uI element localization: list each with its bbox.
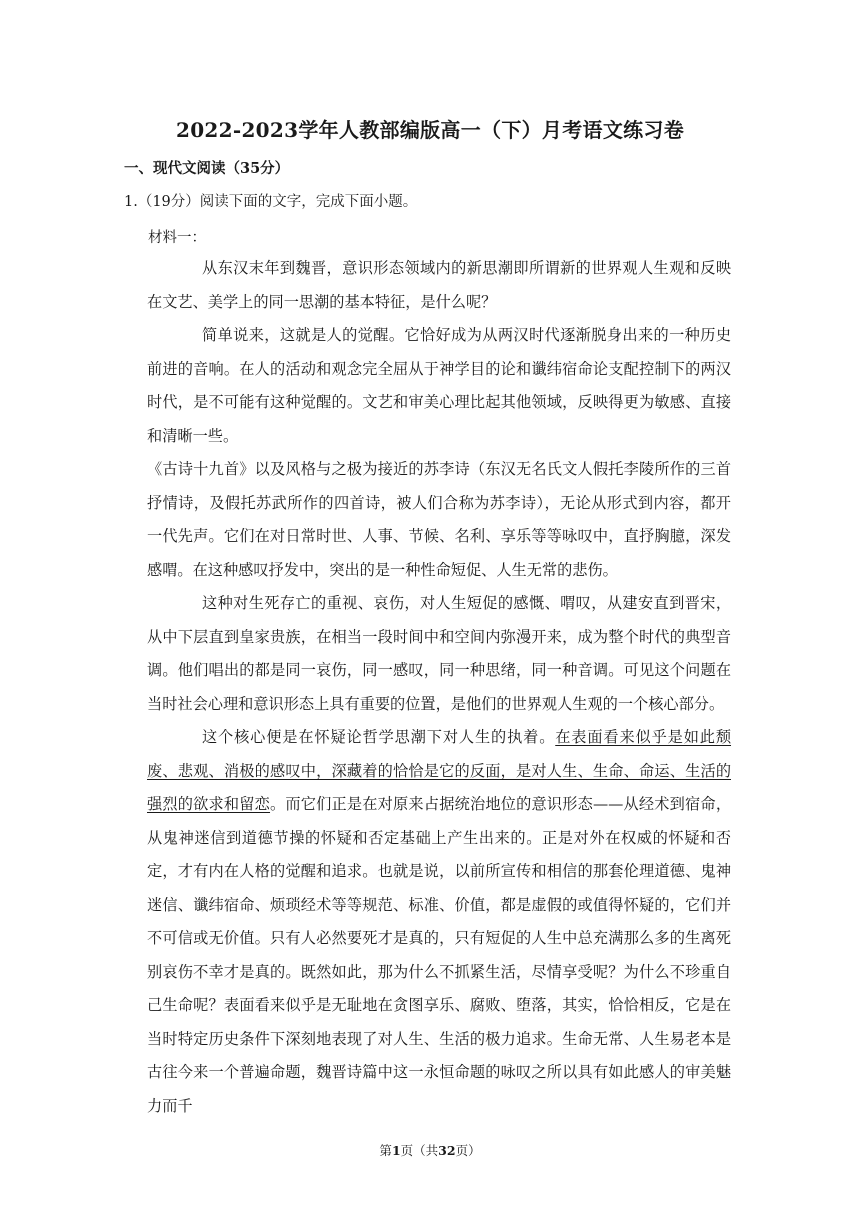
footer-mid: 页（共 (400, 1143, 439, 1158)
paragraph-1: 从东汉末年到魏晋，意识形态领域内的新思潮即所谓新的世界观人生观和反映在文艺、美学上的同一思潮的基本特征，是什么呢？ (147, 259, 731, 311)
total-page-count: 32 (438, 1143, 456, 1158)
paragraph-4: 这种对生死存亡的重视、哀伤，对人生短促的感慨、喟叹，从建安直到晋宋，从中下层直到皇家贵族，在相当一段时间中和空间内弥漫开来，成为整个时代的典型音调。他们唱出的都是同一哀伤，同一感叹，同一种思绪，同一种音调。可见这个问题在当时社会心理和意识形态上具有重要的位置，是他们的世界观人生观的一个核心部分。 (147, 594, 731, 713)
paragraph-5-rest: 。而它们正是在对原来占据统治地位的意识形态——从经术到宿命，从鬼神迷信到道德节操的怀疑和否定基础上产生出来的。正是对外在权威的怀疑和否定，才有内在人格的觉醒和追求。也就是说，以前所宣传和相信的那套伦理道德、鬼神迷信、谶纬宿命、烦琐经术等等规范、标准、价值，都是虚假的或值得怀疑的，它们并不可信或无价值。只有人必然要死才是真的，只有短促的人生中总充满那么多的生离死别哀伤不幸才是真的。既然如此，那为什么不抓紧生活，尽情享受呢？为什么不珍重自己生命呢？表面看来似乎是无耻地在贪图享乐、腐败、堕落，其实，恰恰相反，它是在当时特定历史条件下深刻地表现了对人生、生活的极力追求。生命无常、人生易老本是古往今来一个普遍命题，魏晋诗篇中这一永恒命题的咏叹之所以具有如此感人的审美魅力而千 (147, 795, 732, 1115)
footer-prefix: 第 (379, 1143, 392, 1158)
paragraph-3: 《古诗十九首》以及风格与之极为接近的苏李诗（东汉无名氏文人假托李陵所作的三首抒情诗，及假托苏武所作的四首诗，被人们合称为苏李诗），无论从形式到内容，都开一代先声。它们在对日常时世、人事、节候、名利、享乐等等咏叹中，直抒胸臆，深发感喟。在这种感叹抒发中，突出的是一种性命短促、人生无常的悲伤。 (147, 460, 731, 579)
question-prompt: 1.（19分）阅读下面的文字，完成下面小题。 (124, 194, 418, 210)
current-page-number: 1 (391, 1143, 401, 1158)
section-heading: 一、现代文阅读（35分） (124, 160, 290, 177)
reading-passage (147, 252, 731, 1123)
material-label: 材料一： (148, 230, 206, 246)
page-footer (0, 1141, 860, 1159)
paragraph-2: 简单说来，这就是人的觉醒。它恰好成为从两汉时代逐渐脱身出来的一种历史前进的音响。在人的活动和观念完全屈从于神学目的论和谶纬宿命论支配控制下的两汉时代，是不可能有这种觉醒的。文艺和审美心理比起其他领域，反映得更为敏感、直接和清晰一些。 (147, 326, 731, 445)
paragraph-5 (147, 721, 731, 1123)
paragraph-5-lead: 这个核心便是在怀疑论哲学思潮下对人生的执着。 (202, 728, 556, 746)
footer-suffix: 页） (455, 1143, 481, 1158)
underlined-sentence: 在表面看来似乎是如此颓废、悲观、消极的感叹中，深藏着的恰恰是它的反面，是对人生、生命、命运、生活的强烈的欲求和留恋 (147, 728, 732, 813)
document-title: 2022-2023学年人教部编版高一（下）月考语文练习卷 (175, 118, 685, 142)
